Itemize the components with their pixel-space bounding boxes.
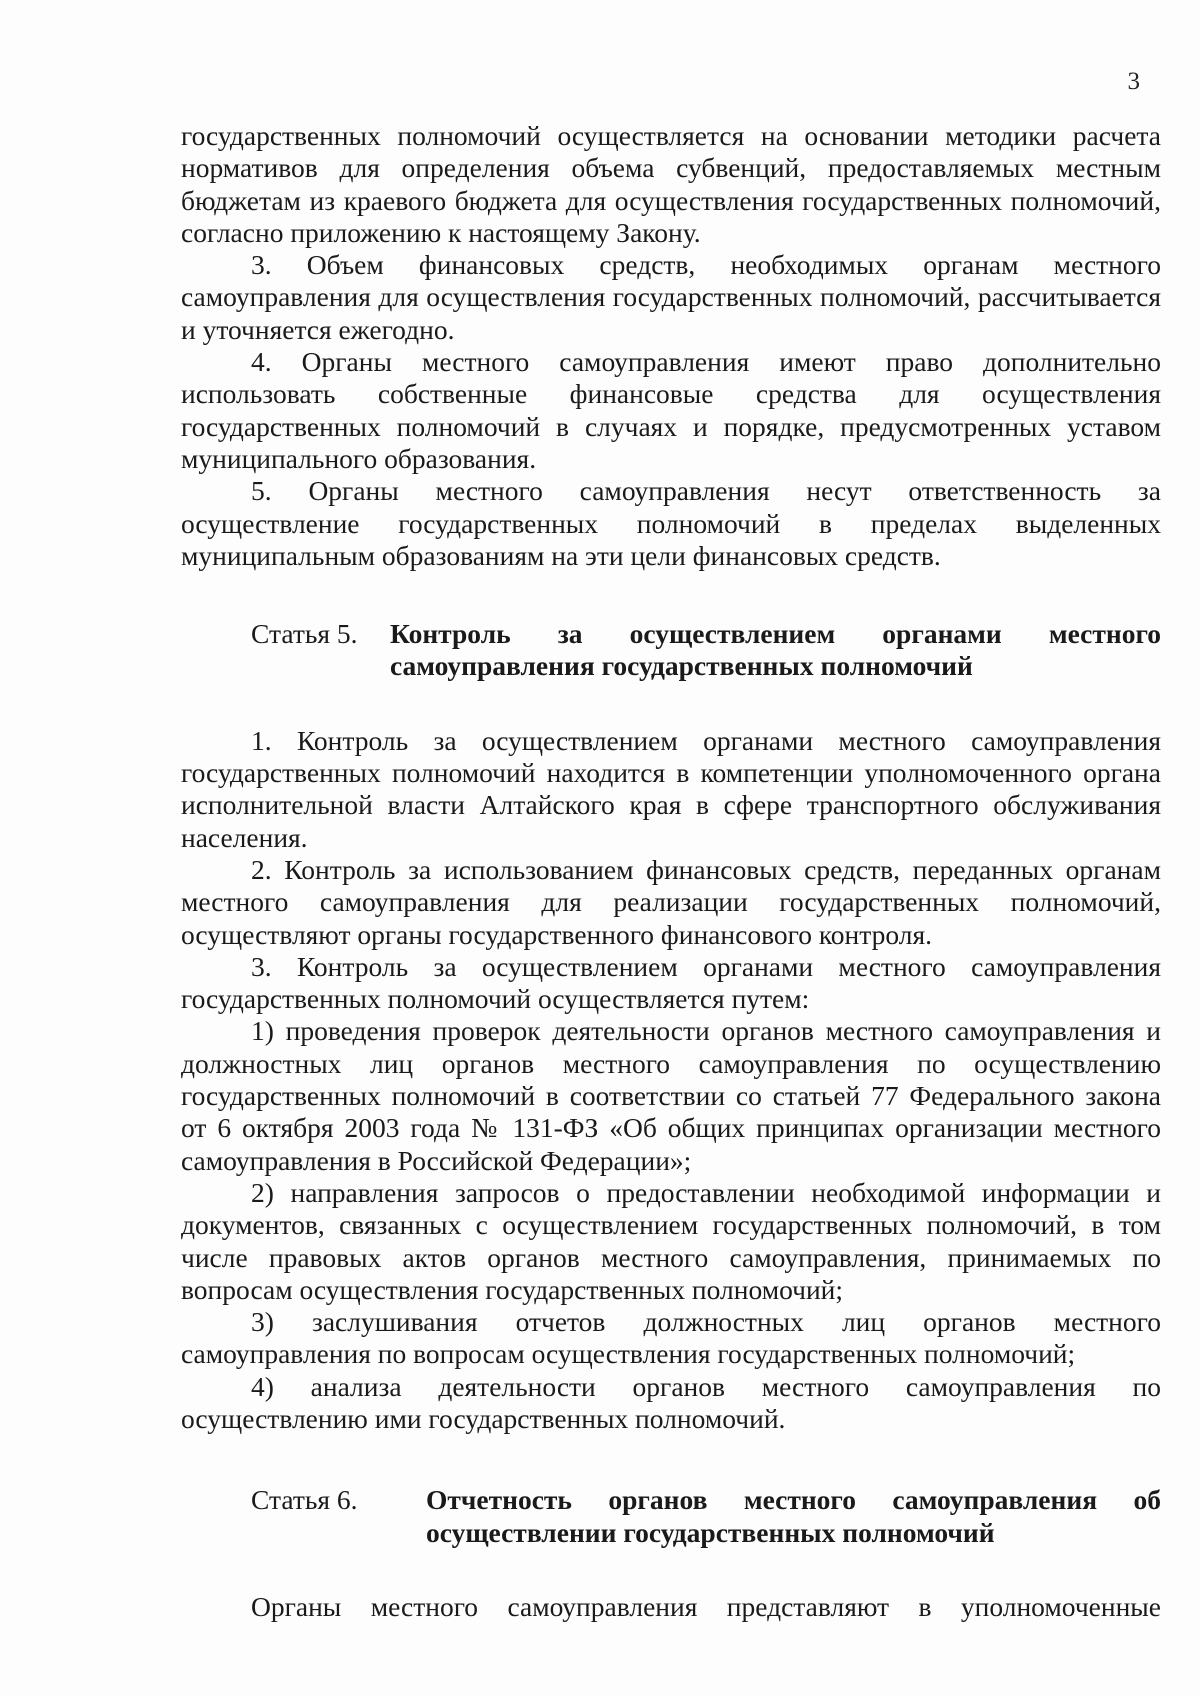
article-5-label: Статья 5. [251, 618, 358, 650]
paragraph-item-5: 5. Органы местного самоуправления несут ответственность за осуществление государственных полномочий в пределах выделенных муниципальным образованиям на эти цели финансовых средств. [181, 475, 1161, 571]
article-5-heading [181, 618, 1161, 683]
article-6-title: Отчетность органов местного самоуправления об осуществлении государственных полномочий [426, 1484, 1161, 1548]
paragraph-continuation: государственных полномочий осуществляется на основании методики расчета нормативов для определения объема субвенций, предоставляемых местным бюджетам из краевого бюджета для осуществления государственных полномочий, согласно приложению к настоящему Закону. [181, 120, 1161, 248]
paragraph-item-3: 3. Объем финансовых средств, необходимых органам местного самоуправления для осуществления государственных полномочий, рассчитывается и уточняется ежегодно. [181, 249, 1161, 345]
article-6-heading [181, 1484, 1161, 1549]
list-item-4: 4) анализа деятельности органов местного самоуправления по осуществлению ими государственных полномочий. [181, 1370, 1161, 1434]
paragraph-control-3: 3. Контроль за осуществлением органами местного самоуправления государственных полномочий осуществляется путем: [181, 950, 1161, 1015]
list-item-1: 1) проведения проверок деятельности органов местного самоуправления и должностных лиц органов местного самоуправления по осуществлению государственных полномочий в соответствии со статьей 77 Федерального закона от 6 октября 2003 года № 131-ФЗ «Об общих принципах организации местного самоуправления в Российской Федерации»; [181, 1015, 1161, 1176]
paragraph-control-2: 2. Контроль за использованием финансовых средств, переданных органам местного самоуправления для реализации государственных полномочий, осуществляют органы государственного финансового контроля. [181, 853, 1161, 950]
page-number: 3 [1127, 68, 1140, 95]
paragraph-reporting: Органы местного самоуправления представляют в уполномоченные [251, 1590, 1161, 1622]
paragraph-control-1: 1. Контроль за осуществлением органами местного самоуправления государственных полномочий находится в компетенции уполномоченного органа исполнительной власти Алтайского края в сфере транспортного обслуживания населения. [181, 724, 1161, 853]
paragraph-item-4: 4. Органы местного самоуправления имеют право дополнительно использовать собственные финансовые средства для осуществления государственных полномочий в случаях и порядке, предусмотренных уставом муниципального образования. [181, 346, 1161, 474]
article-5-title: Контроль за осуществлением органами местного самоуправления государственных полномочий [390, 618, 1161, 682]
document-body [181, 120, 1161, 1623]
list-item-3: 3) заслушивания отчетов должностных лиц органов местного самоуправления по вопросам осуществления государственных полномочий; [181, 1306, 1161, 1370]
article-6-label: Статья 6. [251, 1484, 358, 1516]
list-item-2: 2) направления запросов о предоставлении необходимой информации и документов, связанных с осуществлением государственных полномочий, в том числе правовых актов органов местного самоуправления, принимаемых по вопросам осуществления государственных полномочий; [181, 1176, 1161, 1305]
